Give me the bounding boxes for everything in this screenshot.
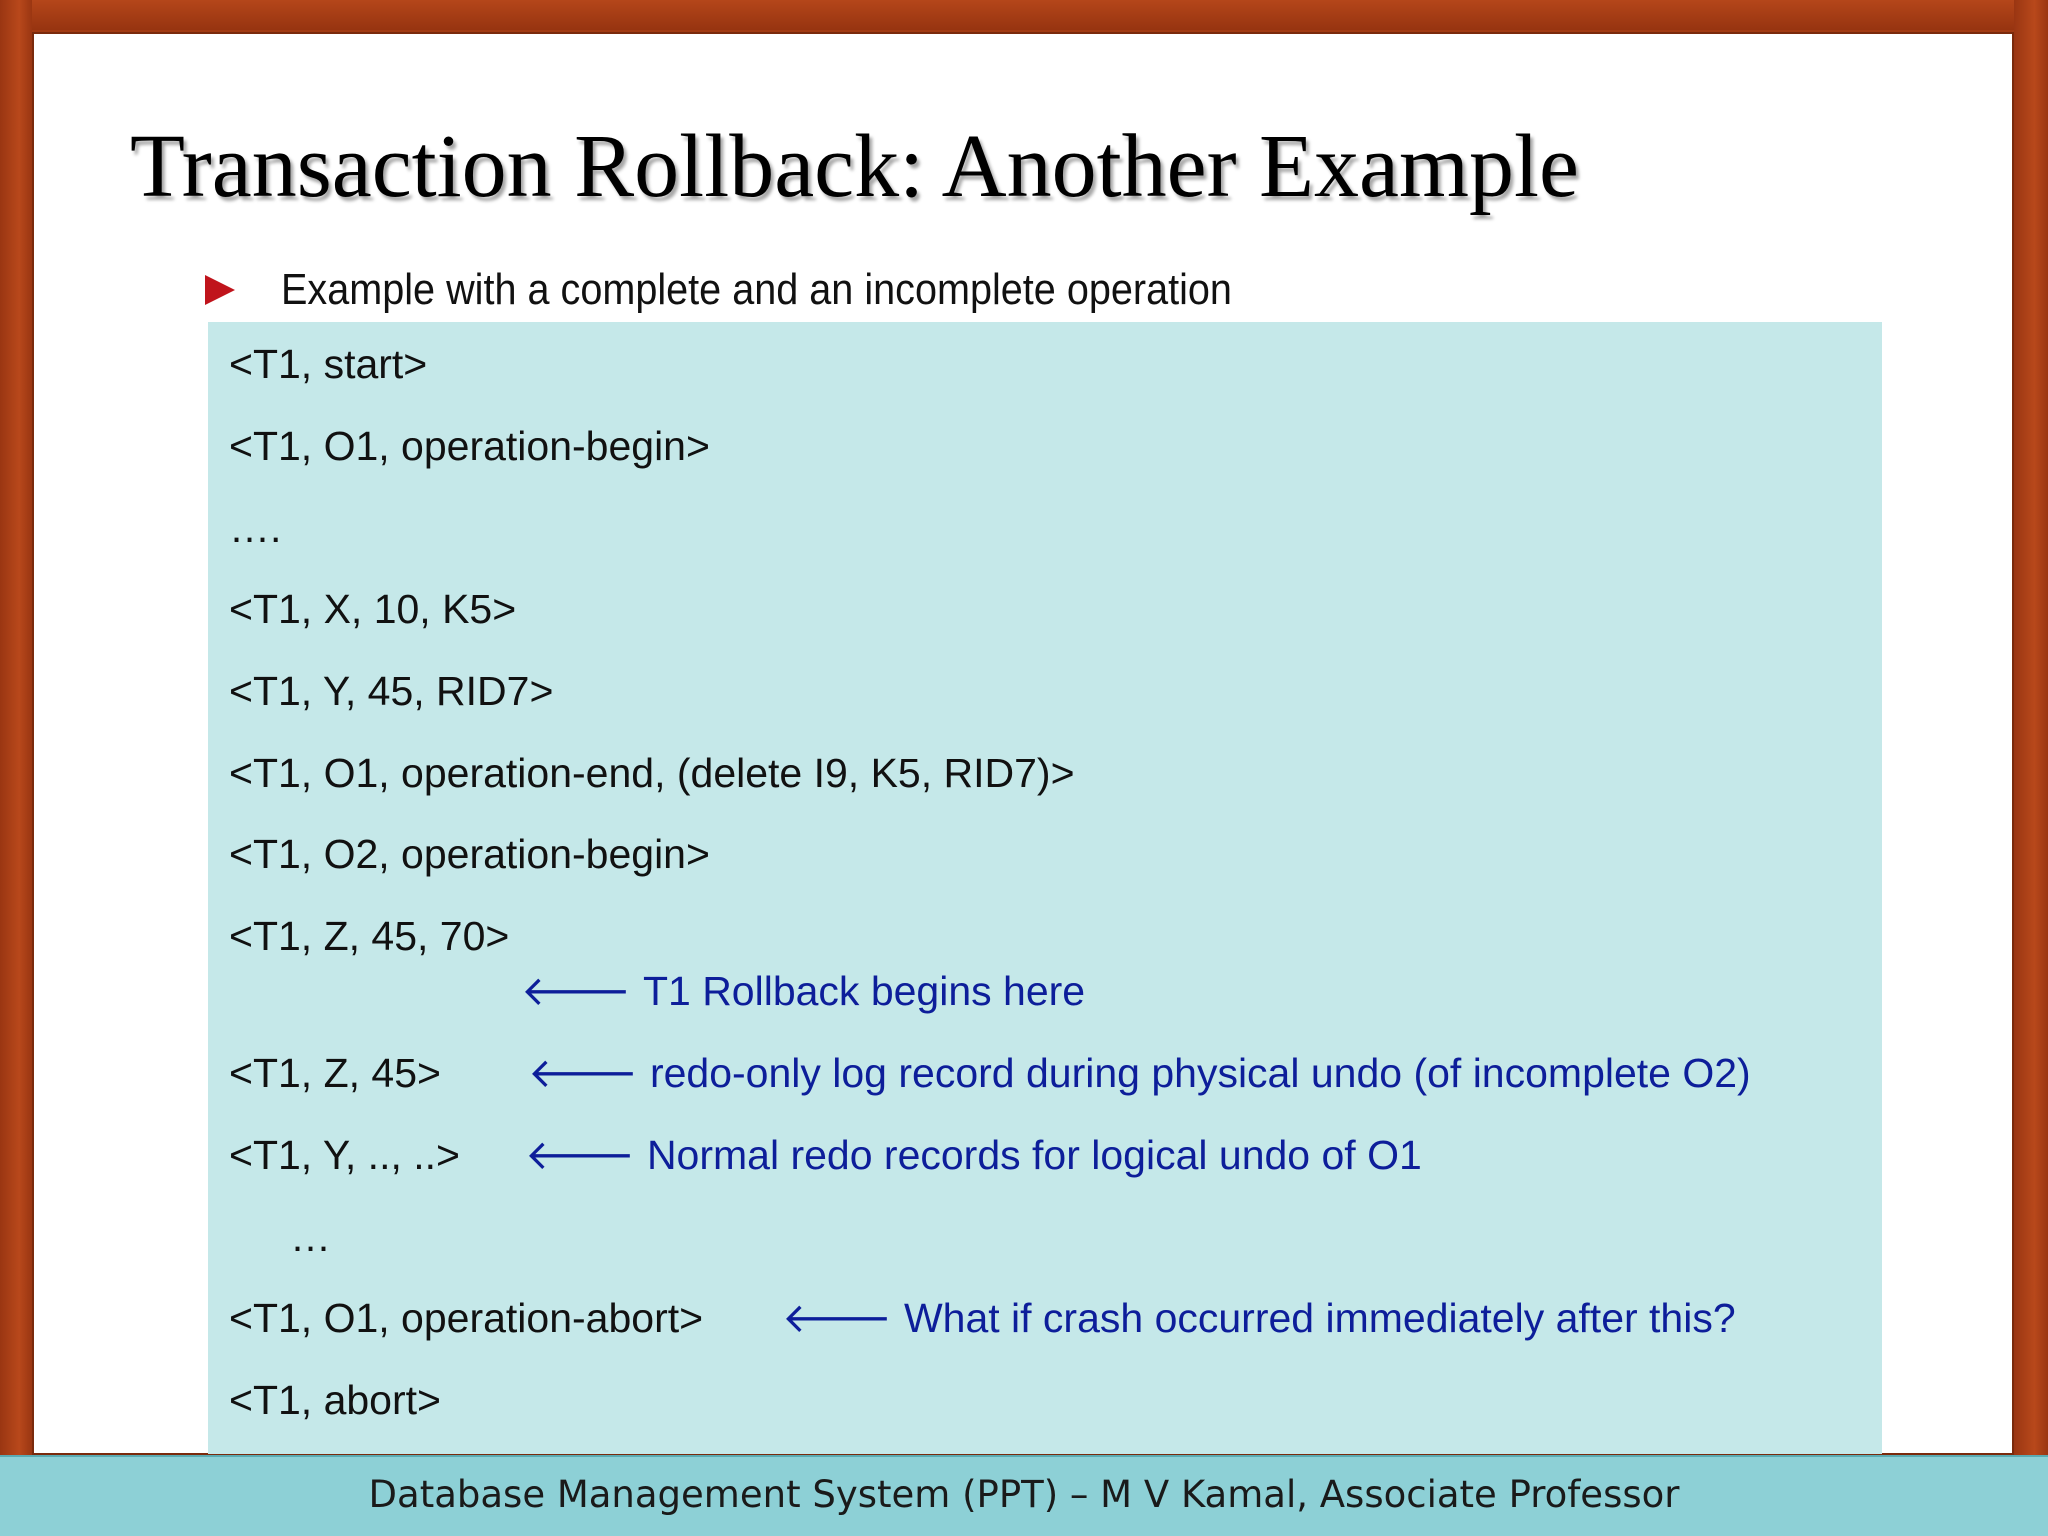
log-record: <T1, O1, operation-end, (delete I9, K5, RID7)> (229, 750, 1075, 796)
left-arrow-icon: 🡐 (521, 968, 631, 1014)
log-record: <T1, O2, operation-begin> (229, 831, 710, 877)
left-arrow-icon: 🡐 (782, 1295, 892, 1341)
log-record: <T1, Y, 45, RID7> (229, 668, 554, 714)
log-record: <T1, O1, operation-begin> (229, 423, 710, 469)
left-arrow-icon: 🡐 (528, 1050, 638, 1096)
left-arrow-icon: 🡐 (525, 1132, 635, 1178)
note-text: redo-only log record during physical undo (of incomplete O2) (649, 1050, 1751, 1096)
slide-title: Transaction Rollback: Another Example (130, 117, 1579, 216)
normal-redo-note (525, 1130, 1422, 1180)
note-text: T1 Rollback begins here (642, 968, 1086, 1014)
footer-bar: Database Management System (PPT) – M V Kamal, Associate Professor (0, 1455, 2048, 1536)
log-record: … (290, 1214, 331, 1260)
frame-left (0, 0, 32, 1536)
log-record: <T1, X, 10, K5> (229, 586, 517, 632)
triangle-bullet-icon (205, 275, 235, 305)
log-record: <T1, Y, .., ..> (229, 1132, 460, 1178)
log-record: <T1, Z, 45, 70> (229, 913, 510, 959)
note-text: What if crash occurred immediately after this? (903, 1295, 1736, 1341)
log-record: <T1, Z, 45> (229, 1050, 441, 1096)
frame-top (0, 0, 2048, 30)
frame-right (2014, 0, 2048, 1536)
note-text: Normal redo records for logical undo of O1 (646, 1132, 1422, 1178)
log-record: …. (229, 505, 282, 551)
redo-only-note (528, 1048, 1751, 1098)
log-record: <T1, O1, operation-abort> (229, 1295, 704, 1341)
log-record: <T1, abort> (229, 1377, 441, 1423)
log-records-box (208, 322, 1882, 1454)
bullet-text: Example with a complete and an incomplete operation (281, 265, 1232, 314)
rollback-begins-note (521, 966, 1085, 1016)
bullet-item (205, 262, 1338, 318)
crash-question-note (782, 1293, 1736, 1343)
log-record: <T1, start> (229, 341, 428, 387)
